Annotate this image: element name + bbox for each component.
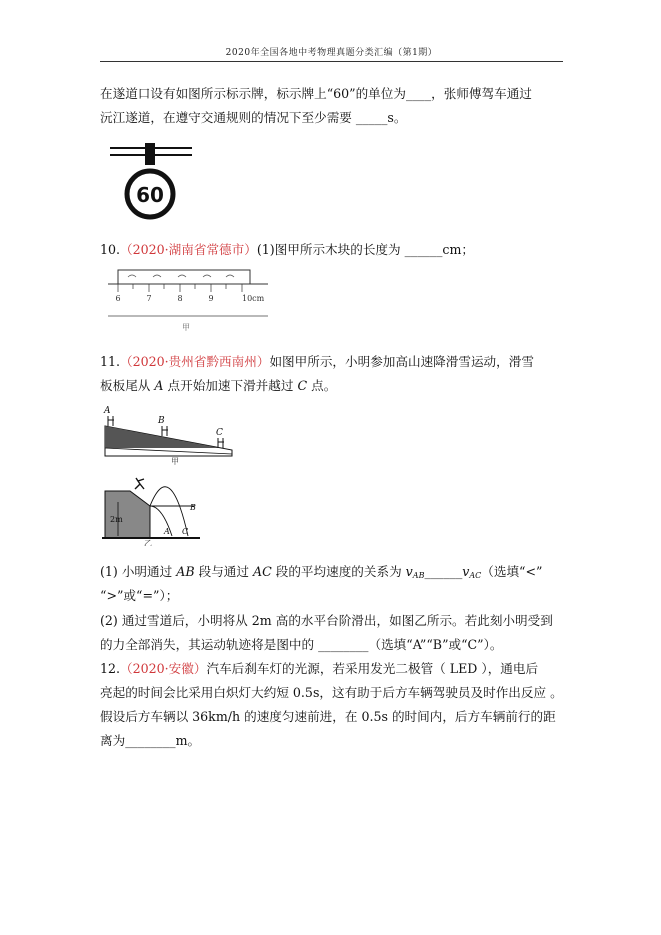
ruler-ticks	[118, 284, 242, 292]
q12-line4: 离为________m。	[100, 733, 201, 748]
ruler-tick-label: 7	[146, 294, 152, 303]
sign-value: 60	[136, 183, 164, 207]
jump-height-label: 2m	[110, 515, 123, 524]
ruler-caption: 甲	[182, 323, 190, 332]
q10-source: （2020·湖南省常德市）	[120, 242, 257, 257]
q11-text1: 如图甲所示，小明参加高山速降滑雪运动，滑雪	[269, 354, 534, 369]
q9-line2: 沅江遂道，在遵守交通规则的情况下至少需要 _____s。	[100, 110, 407, 125]
ruler-tick-label: 6	[115, 294, 121, 303]
q11-line2: 板板尾从 A 点开始加速下滑并越过 C 点。	[100, 378, 337, 393]
q11-line1	[100, 352, 570, 372]
ruler-tick-label: 10cm	[242, 294, 265, 303]
slope-label-a: A	[104, 406, 111, 416]
q11-source: （2020·贵州省黔西南州）	[120, 354, 270, 369]
q12-line3: 假设后方车辆以 36km/h 的速度匀速前进，在 0.5s 的时间内，后方车辆前行的距	[100, 709, 556, 724]
slope-caption: 甲	[171, 457, 179, 466]
q12-source: （2020·安徽）	[120, 661, 207, 676]
ski-slope-figure	[100, 404, 240, 466]
ruler-tick-label: 8	[177, 294, 183, 303]
q11-part2-line1: (2) 通过雪道后，小明将从 2m 高的水平台阶滑出，如图乙所示。若此刻小明受到	[100, 613, 553, 628]
q11-number: 11.	[100, 354, 121, 369]
jump-curve-label-b: B	[190, 503, 196, 512]
q11-part2-line2: 的力全部消失，其运动轨迹将是图中的 ________（选填“A”“B”或“C”）。	[100, 637, 503, 652]
q12-number: 12.	[100, 661, 121, 676]
slope-label-c: C	[216, 428, 223, 438]
q11-part1-line1: (1) 小明通过 AB 段与通过 AC 段的平均速度的关系为 $v_{AB}\_\_\_\_\_\_v_{AC}$（选填“<”	[100, 564, 543, 580]
speed-limit-sign-figure	[108, 140, 196, 222]
q12-line2: 亮起的时间会比采用白炽灯大约短 0.5s，这有助于后方车辆驾驶员及时作出反应 。	[100, 685, 563, 700]
slope-label-b: B	[158, 416, 165, 426]
header-divider	[100, 61, 563, 62]
ruler-figure	[108, 268, 278, 336]
ruler-tick-label: 9	[208, 294, 214, 303]
q10-text: (1)图甲所示木块的长度为 ______cm；	[256, 242, 474, 257]
jump-caption: 乙	[144, 539, 152, 546]
q10-number: 10.	[100, 242, 121, 257]
jump-curve-label-c: C	[182, 527, 189, 536]
q12-line1: 12.（2020·安徽）汽车后刹车灯的光源，若采用发光二极管（ LED ），通电后	[100, 661, 539, 676]
q10-line	[100, 240, 570, 260]
q11-part1-line2: “>”或“=”）；	[100, 588, 179, 603]
jump-curve-label-a: A	[164, 527, 170, 536]
page-header: 2020年全国各地中考物理真题分类汇编（第1期）	[225, 48, 438, 58]
q9-line1: 在遂道口设有如图所示标示牌，标示牌上“60”的单位为____，张师傅驾车通过	[100, 86, 532, 101]
ski-jump-figure	[100, 476, 210, 546]
